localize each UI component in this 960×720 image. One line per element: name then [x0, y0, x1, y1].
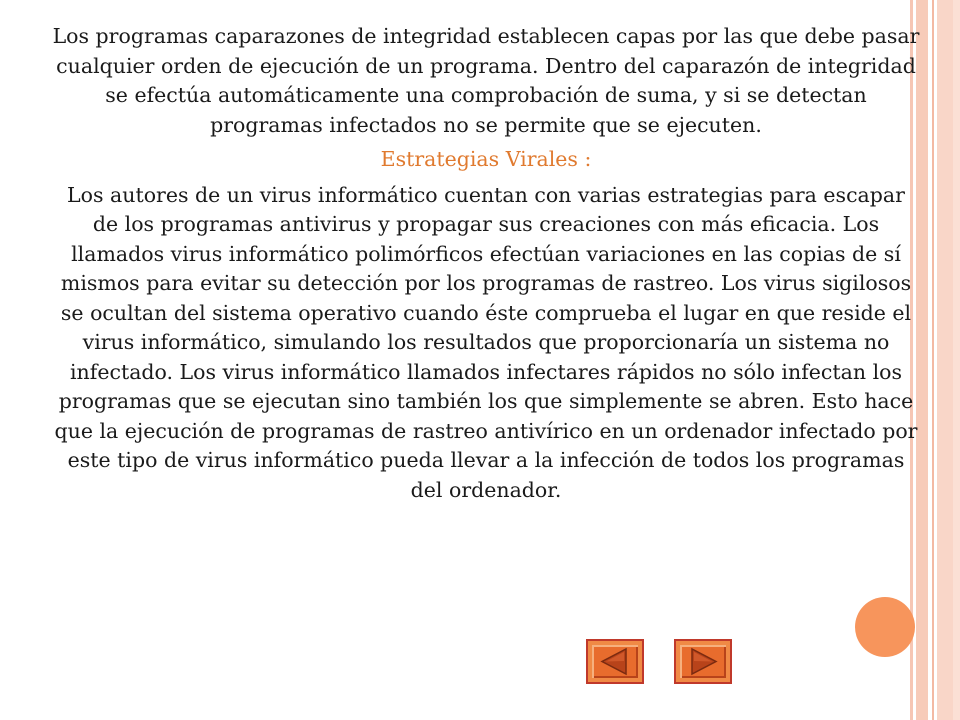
triangle-right-icon	[684, 647, 722, 676]
slide-body	[52, 22, 920, 505]
previous-slide-button[interactable]	[586, 639, 644, 684]
next-slide-button[interactable]	[674, 639, 732, 684]
section-heading: Estrategias Virales :	[380, 147, 592, 171]
triangle-left-icon	[596, 647, 634, 676]
orange-circle-decoration	[855, 597, 915, 657]
paragraph-integrity-shells: Los programas caparazones de integridad establecen capas por las que debe pasar cualquier orden de ejecución de un programa. Dentro del caparazón de integridad se efectúa automáticamente una comprobación de suma, y si se detectan programas infectados no se permite que se ejecuten.	[52, 24, 920, 137]
paragraph-viral-strategies: Los autores de un virus informático cuentan con varias estrategias para escapar de los programas antivirus y propagar sus creaciones con más eficacia. Los llamados virus informático polimórficos efectúan variaciones en las copias de sí mismos para evitar su detección por los programas de rastreo. Los virus sigilosos se ocultan del sistema operativo cuando éste comprueba el lugar en que reside el virus informático, simulando los resultados que proporcionaría un sistema no infectado. Los virus informático llamados infectares rápidos no sólo infectan los programas que se ejecutan sino también los que simplemente se abren. Esto hace que la ejecución de programas de rastreo antivírico en un ordenador infectado por este tipo de virus informático pueda llevar a la infección de todos los programas del ordenador.	[54, 182, 918, 502]
